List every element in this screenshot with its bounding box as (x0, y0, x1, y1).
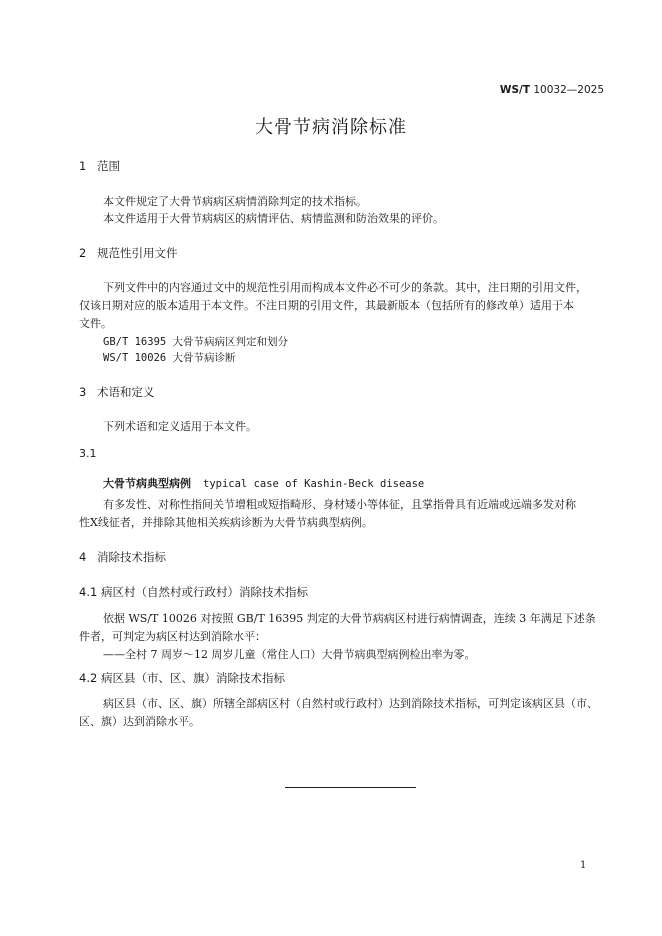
section-title: 消除技术指标 (97, 550, 166, 564)
normative-reference: GB/T 16395 大骨节病病区判定和划分 (103, 336, 289, 348)
paragraph-line: 区、旗）达到消除水平。 (79, 715, 200, 728)
definition-line: 有多发性、对称性指间关节增粗或短指畸形、身材矮小等体征，且掌指骨具有近端或远端多发对称 (103, 498, 576, 511)
section-4-heading (79, 549, 166, 565)
paragraph-line: 病区县（市、区、旗）所辖全部病区村（自然村或行政村）达到消除技术指标，可判定该病区县（市、 (103, 697, 598, 710)
subsection-4-1-heading (79, 584, 308, 600)
subsection-number: 4.2 (79, 671, 98, 685)
paragraph: 本文件规定了大骨节病病区病情消除判定的技术指标。 (103, 195, 367, 208)
section-number: 3 (79, 385, 87, 399)
standard-code (500, 84, 604, 96)
paragraph-line: 文件。 (79, 317, 112, 330)
section-number: 1 (79, 159, 87, 173)
section-title: 范围 (97, 159, 120, 173)
section-3-heading (79, 384, 155, 400)
end-of-document-rule (285, 787, 416, 788)
paragraph: 下列术语和定义适用于本文件。 (103, 420, 257, 433)
term-chinese: 大骨节病典型病例 (103, 477, 191, 490)
section-2-heading (79, 245, 178, 261)
normative-reference: WS/T 10026 大骨节病诊断 (103, 352, 236, 364)
paragraph-line: 仅该日期对应的版本适用于本文件。不注日期的引用文件，其最新版本（包括所有的修改单）适用于本 (79, 299, 574, 312)
section-title: 术语和定义 (97, 385, 155, 399)
term-entry (103, 472, 424, 491)
subsection-title: 病区村（自然村或行政村）消除技术指标 (101, 585, 308, 599)
subsection-4-2-heading (79, 670, 285, 686)
paragraph-line: 下列文件中的内容通过文中的规范性引用而构成本文件必不可少的条款。其中，注日期的引用文件， (103, 281, 587, 294)
paragraph: 本文件适用于大骨节病病区的病情评估、病情监测和防治效果的评价。 (103, 212, 444, 225)
section-title: 规范性引用文件 (97, 246, 178, 260)
definition-line: 性X线征者，并排除其他相关疾病诊断为大骨节病典型病例。 (79, 516, 373, 529)
term-number: 3.1 (79, 447, 97, 460)
term-english: typical case of Kashin-Beck disease (203, 478, 425, 490)
section-number: 2 (79, 246, 87, 260)
paragraph-line: 依据 WS/T 10026 对按照 GB/T 16395 判定的大骨节病病区村进行病情调查，连续 3 年满足下述条 (103, 612, 596, 625)
section-1-heading (79, 158, 120, 174)
section-number: 4 (79, 550, 87, 564)
page-number: 1 (580, 860, 587, 871)
document-title: 大骨节病消除标准 (255, 117, 407, 138)
standard-number: 10032—2025 (533, 84, 604, 96)
standard-prefix: WS/T (499, 84, 531, 96)
list-item: ——全村 7 周岁～12 周岁儿童（常住人口）大骨节病典型病例检出率为零。 (103, 648, 476, 661)
subsection-number: 4.1 (79, 585, 98, 599)
subsection-title: 病区县（市、区、旗）消除技术指标 (101, 671, 285, 685)
paragraph-line: 件者，可判定为病区村达到消除水平： (79, 630, 266, 643)
